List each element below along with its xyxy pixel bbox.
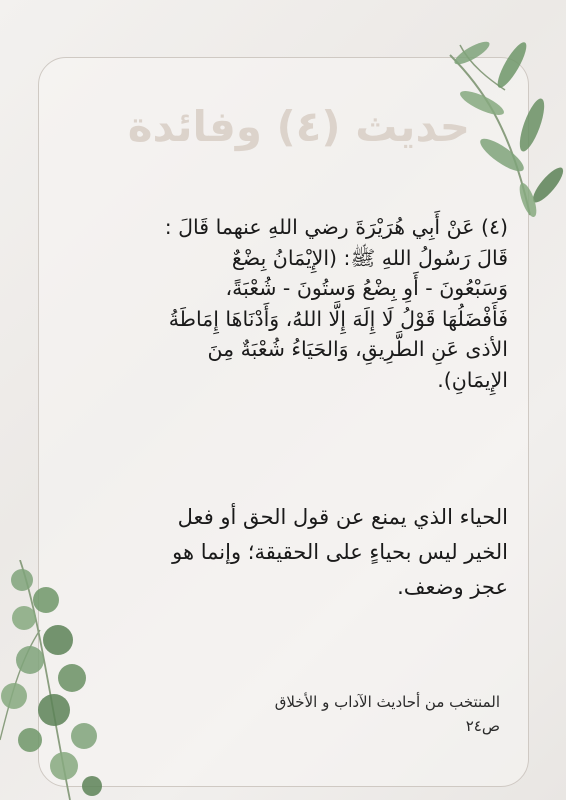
benefit-text [48,500,508,605]
hadith-line: الإِيمَانِ). [437,367,508,392]
benefit-line: الخير ليس بحياءٍ على الحقيقة؛ وإنما هو [172,540,508,564]
hadith-line: قَالَ رَسُولُ اللهِ ﷺ: (الإِيْمَانُ بِضْعٌ [231,245,508,270]
source-book: المنتخب من أحاديث الآداب و الأخلاق [274,693,500,711]
hadith-line: (٤) عَنْ أَبِي هُرَيْرَةَ رضي اللهِ عنهما قَالَ : [164,215,508,239]
source-page: ص٢٤ [465,717,500,735]
hadith-line: فَأَفْضَلُهَا قَوْلُ لَا إِلَهَ إِلَّا اللهُ، وَأَدْنَاهَا إِمَاطَةُ [168,306,508,331]
hadith-line: الأذى عَنِ الطَّرِيقِ، وَالحَيَاءُ شُعْبَةٌ مِنَ [207,337,508,361]
source-citation [170,690,500,738]
benefit-line: الحياء الذي يمنع عن قول الحق أو فعل [177,505,508,529]
page-title: حديث (٤) وفائدة [127,102,470,151]
benefit-line: عجز وضعف. [397,575,508,599]
hadith-text [48,212,508,395]
hadith-line: وَسَبْعُونَ - أَوِ بِضْعُ وَستُونَ - شُعْبَةً، [225,276,508,300]
